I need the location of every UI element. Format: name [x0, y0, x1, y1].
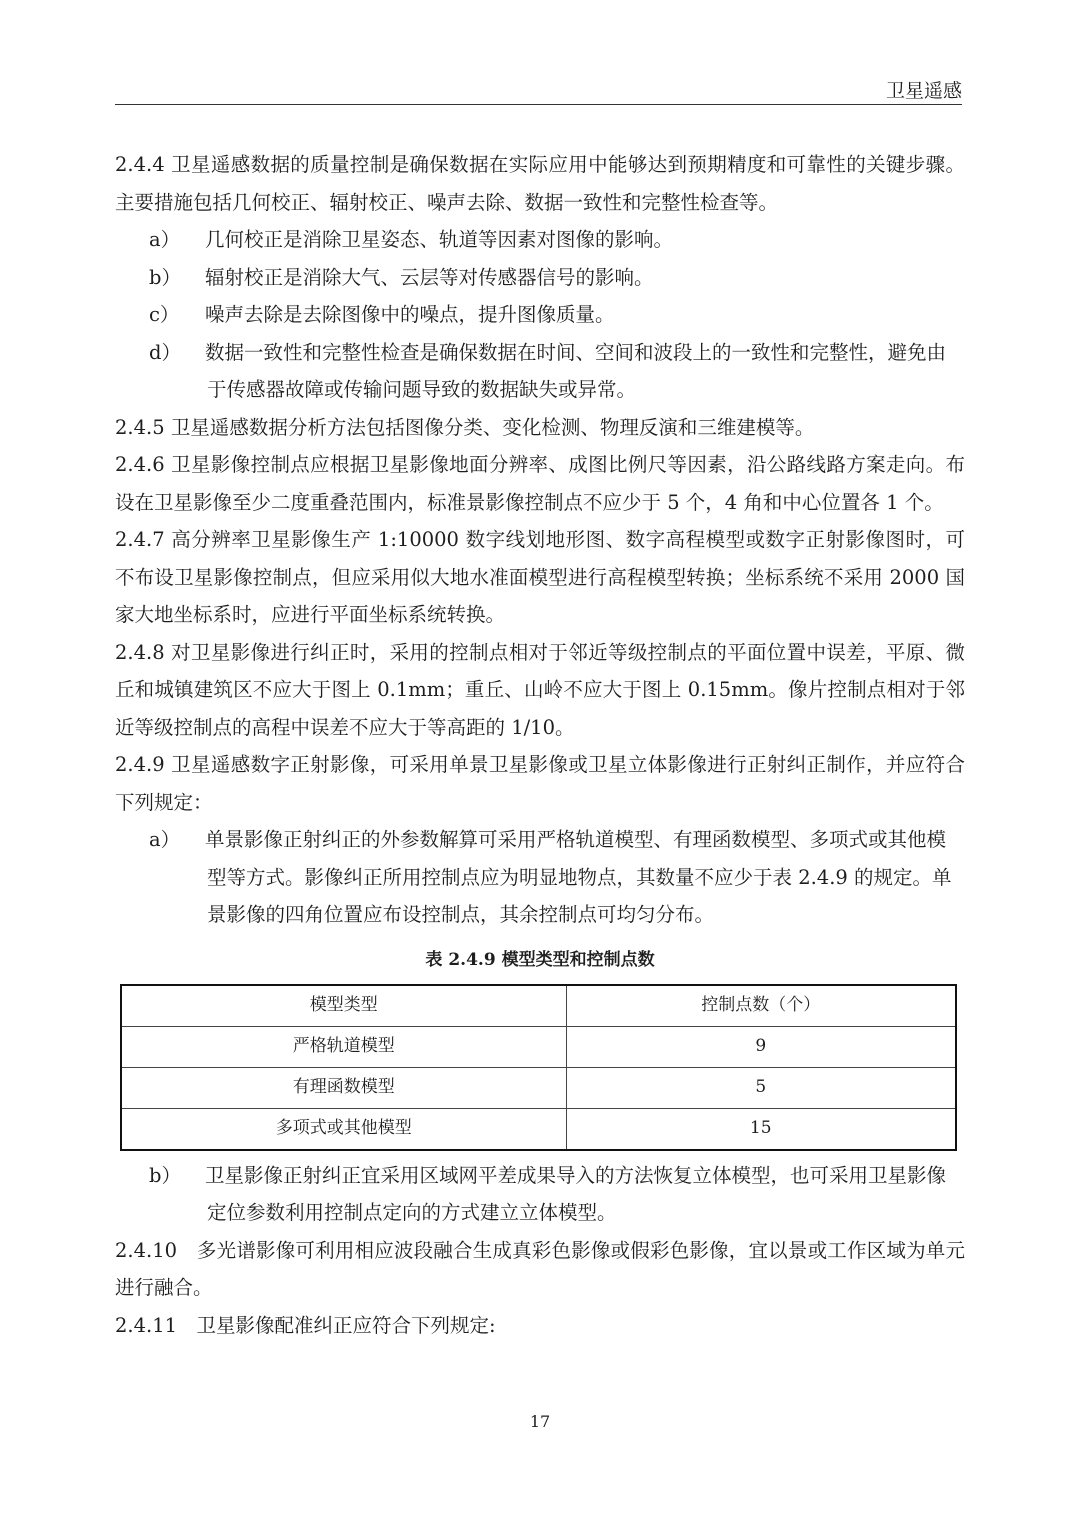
table-cell: 9	[566, 1026, 956, 1067]
table-row	[121, 1067, 956, 1108]
clause-2-4-9-item-a	[115, 821, 965, 934]
table-caption: 表 2.4.9 模型类型和控制点数	[425, 949, 655, 970]
running-header	[115, 76, 962, 105]
table-cell: 5	[566, 1067, 956, 1108]
clause-2-4-4-item-d	[115, 334, 965, 409]
table-row	[121, 1108, 956, 1150]
clause-2-4-5: 2.4.5 卫星遥感数据分析方法包括图像分类、变化检测、物理反演和三维建模等。	[115, 415, 815, 439]
table-cell: 有理函数模型	[121, 1067, 566, 1108]
clause-2-4-6: 2.4.6 卫星影像控制点应根据卫星影像地面分辨率、成图比例尺等因素，沿公路线路方案走向。布设在卫星影像至少二度重叠范围内，标准景影像控制点不应少于 5 个，4 角和中心位置各 1 个。	[115, 453, 965, 514]
control-points-table	[120, 984, 957, 1151]
table-header-cell: 模型类型	[121, 985, 566, 1027]
table-cell: 多项式或其他模型	[121, 1108, 566, 1150]
item-text: 几何校正是消除卫星姿态、轨道等因素对图像的影响。	[205, 228, 674, 251]
clause-2-4-4: 2.4.4 卫星遥感数据的质量控制是确保数据在实际应用中能够达到预期精度和可靠性的关键步骤。主要措施包括几何校正、辐射校正、噪声去除、数据一致性和完整性检查等。	[115, 153, 965, 214]
item-text: 数据一致性和完整性检查是确保数据在时间、空间和波段上的一致性和完整性，避免由于传感器故障或传输问题导致的数据缺失或异常。	[205, 340, 947, 401]
item-text: 噪声去除是去除图像中的噪点，提升图像质量。	[205, 303, 615, 326]
clause-2-4-11: 2.4.11 卫星影像配准纠正应符合下列规定:	[115, 1313, 496, 1337]
clause-2-4-9: 2.4.9 卫星遥感数字正射影像，可采用单景卫星影像或卫星立体影像进行正射纠正制作，并应符合下列规定：	[115, 753, 965, 814]
page-number: 17	[529, 1412, 551, 1431]
clause-2-4-4-item-a	[115, 221, 965, 259]
item-text: 辐射校正是消除大气、云层等对传感器信号的影响。	[205, 265, 654, 289]
clause-2-4-10: 2.4.10 多光谱影像可利用相应波段融合生成真彩色影像或假彩色影像，宜以景或工作区域为单元进行融合。	[115, 1238, 965, 1299]
clause-2-4-9-item-b	[115, 1157, 965, 1232]
item-label: a）	[149, 228, 181, 251]
table-row	[121, 1026, 956, 1067]
item-label: d）	[149, 340, 181, 364]
item-text: 单景影像正射纠正的外参数解算可采用严格轨道模型、有理函数模型、多项式或其他模型等方式。影像纠正所用控制点应为明显地物点，其数量不应少于表 2.4.9 的规定。单景影像的四角位置应布设控制点，其余控制点可均匀分布。	[205, 828, 952, 926]
header-title: 卫星遥感	[885, 80, 962, 102]
clause-2-4-4-item-c	[115, 296, 965, 334]
clause-2-4-4-item-b	[115, 259, 965, 297]
item-label: c）	[149, 303, 180, 326]
clause-2-4-7: 2.4.7 高分辨率卫星影像生产 1:10000 数字线划地形图、数字高程模型或数字正射影像图时，可不布设卫星影像控制点，但应采用似大地水准面模型进行高程模型转换；坐标系统不采用 2000 国家大地坐标系时，应进行平面坐标系统转换。	[115, 528, 965, 626]
item-label: b）	[149, 1163, 181, 1187]
table-header-row	[121, 985, 956, 1027]
item-text: 卫星影像正射纠正宜采用区域网平差成果导入的方法恢复立体模型，也可采用卫星影像定位参数利用控制点定向的方式建立立体模型。	[205, 1163, 947, 1224]
table-cell: 15	[566, 1108, 956, 1150]
item-label: a）	[149, 828, 181, 851]
clause-2-4-8: 2.4.8 对卫星影像进行纠正时，采用的控制点相对于邻近等级控制点的平面位置中误差，平原、微丘和城镇建筑区不应大于图上 0.1mm；重丘、山岭不应大于图上 0.15mm。像片控制点相对于邻近等级控制点的高程中误差不应大于等高距的 1/10。	[115, 640, 965, 739]
page-body	[115, 146, 965, 1344]
table-cell: 严格轨道模型	[121, 1026, 566, 1067]
table-header-cell: 控制点数（个）	[566, 985, 956, 1027]
item-label: b）	[149, 265, 181, 289]
